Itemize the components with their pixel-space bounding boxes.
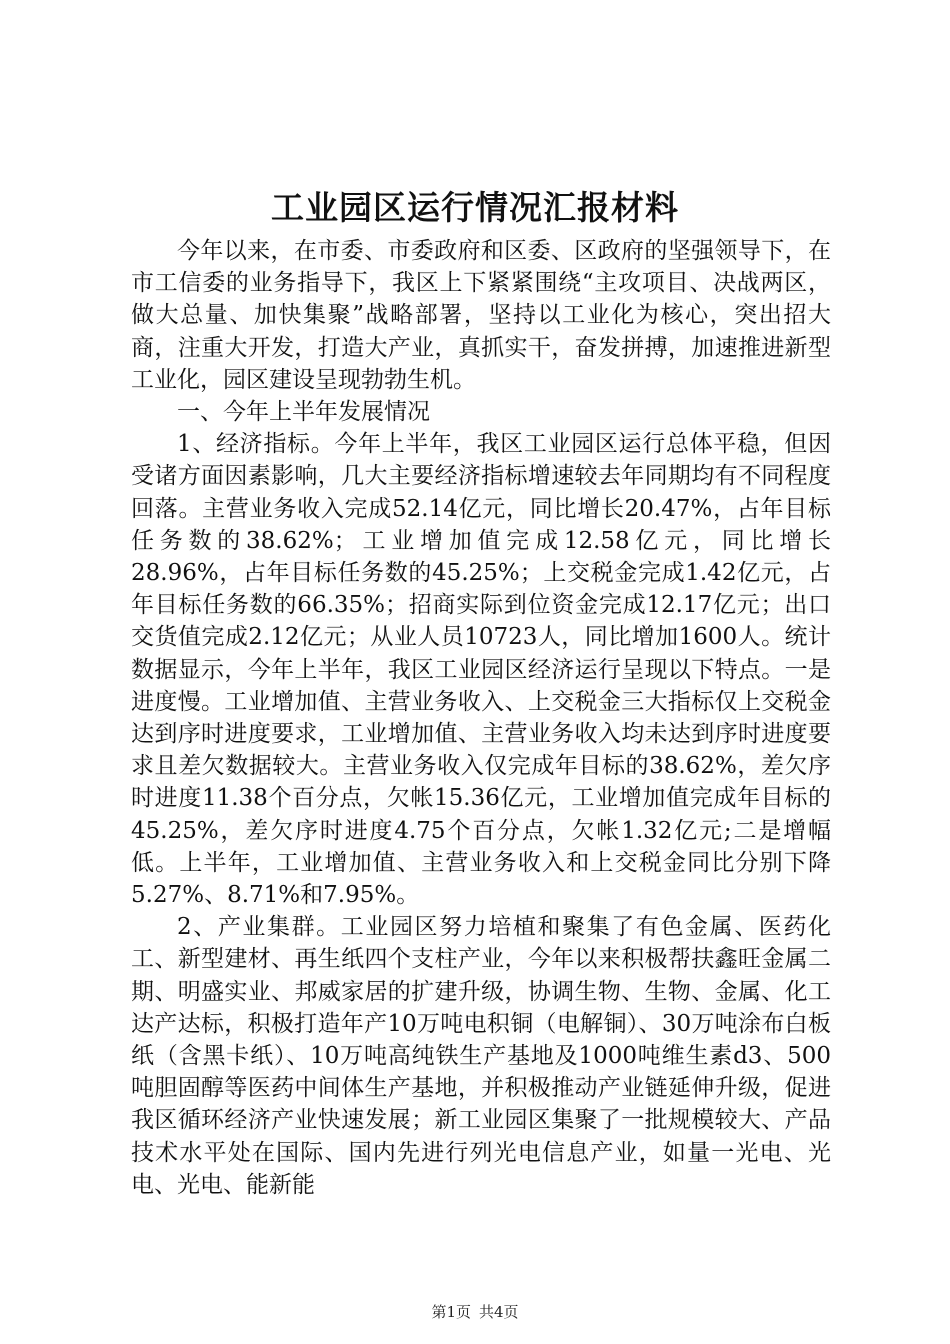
intro-paragraph: 今年以来，在市委、市委政府和区委、区政府的坚强领导下，在市工信委的业务指导下，我区上下紧紧围绕“主攻项目、决战两区，做大总量、加快集聚”战略部署，坚持以工业化为核心，突出招大商，注重大开发，打造大产业，真抓实干，奋发拼搏，加速推进新型工业化，园区建设呈现勃勃生机。	[131, 238, 831, 393]
page-total: 共4页	[479, 1303, 519, 1321]
document-title: 工业园区运行情况汇报材料	[271, 188, 679, 227]
section-heading: 一、今年上半年发展情况	[177, 399, 430, 426]
economic-indicators-paragraph: 1、经济指标。今年上半年，我区工业园区运行总体平稳，但因受诸方面因素影响，几大主要经济指标增速较去年同期均有不同程度回落。主营业务收入完成52.14亿元，同比增长20.47%，占年目标任务数的38.62%；工业增加值完成12.58亿元，同比增长28.96%，占年目标任务数的45.25%；上交税金完成1.42亿元，占年目标任务数的66.35%；招商实际到位资金完成12.17亿元；出口交货值完成2.12亿元；从业人员10723人，同比增加1600人。统计数据显示，今年上半年，我区工业园区经济运行呈现以下特点。一是进度慢。工业增加值、主营业务收入、上交税金三大指标仅上交税金达到序时进度要求，工业增加值、主营业务收入均未达到序时进度要求且差欠数据较大。主营业务收入仅完成年目标的38.62%，差欠序时进度11.38个百分点，欠帐15.36亿元，工业增加值完成年目标的45.25%，差欠序时进度4.75个百分点，欠帐1.32亿元;二是增幅低。上半年，工业增加值、主营业务收入和上交税金同比分别下降5.27%、8.71%和7.95%。	[131, 431, 831, 909]
page-footer	[0, 1301, 950, 1322]
page-number: 第1页	[431, 1303, 471, 1321]
document-body	[131, 235, 831, 1201]
industry-cluster-paragraph: 2、产业集群。工业园区努力培植和聚集了有色金属、医药化工、新型建材、再生纸四个支柱产业，今年以来积极帮扶鑫旺金属二期、明盛实业、邦威家居的扩建升级，协调生物、生物、金属、化工达产达标，积极打造年产10万吨电积铜（电解铜）、30万吨涂布白板纸（含黑卡纸）、10万吨高纯铁生产基地及1000吨维生素d3、500吨胆固醇等医药中间体生产基地，并积极推动产业链延伸升级，促进我区循环经济产业快速发展；新工业园区集聚了一批规模较大、产品技术水平处在国际、国内先进行列光电信息产业，如量一光电、光电、光电、能新能	[131, 914, 831, 1198]
